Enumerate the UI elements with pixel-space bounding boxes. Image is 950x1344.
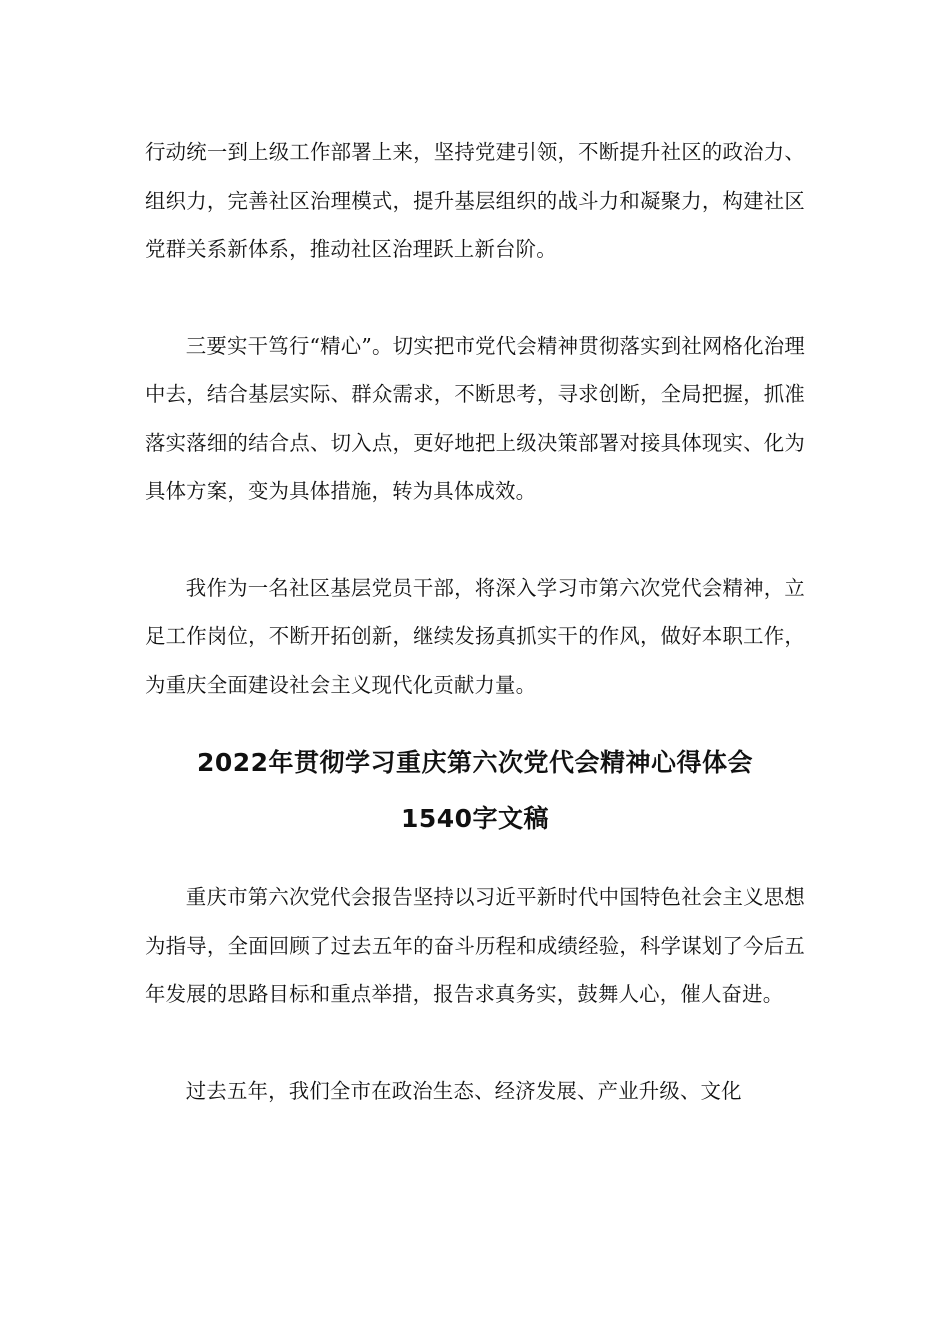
- paragraph-practice: 三要实干笃行“精心”。切实把市党代会精神贯彻落实到社网格化治理中去，结合基层实际、群众需求，不断思考，寻求创断，全局把握，抓准落实落细的结合点、切入点，更好地把上级决策部署对接具体现实、化为具体方案，变为具体措施，转为具体成效。: [145, 333, 805, 503]
- paragraph-commitment: 我作为一名社区基层党员干部，将深入学习市第六次党代会精神，立足工作岗位，不断开拓创新，继续发扬真抓实干的作风，做好本职工作，为重庆全面建设社会主义现代化贡献力量。: [145, 575, 805, 697]
- article-title-line1: 2022年贯彻学习重庆第六次党代会精神心得体会: [196, 748, 754, 777]
- paragraph-report-summary: 重庆市第六次党代会报告坚持以习近平新时代中国特色社会主义思想为指导，全面回顾了过去五年的奋斗历程和成绩经验，科学谋划了今后五年发展的思路目标和重点举措，报告求真务实，鼓舞人心，催人奋进。: [145, 885, 805, 1006]
- section-spacer: [145, 847, 805, 873]
- section-spacer: [145, 709, 805, 735]
- paragraph-spacer: [145, 1019, 805, 1067]
- article-title-line2: 1540字文稿: [400, 804, 550, 833]
- paragraph-continuation: 行动统一到上级工作部署上来，坚持党建引领，不断提升社区的政治力、组织力，完善社区治理模式，提升基层组织的战斗力和凝聚力，构建社区党群关系新体系，推动社区治理跃上新台阶。: [145, 140, 805, 261]
- article-title: [145, 735, 805, 847]
- paragraph-spacer: [145, 274, 805, 322]
- paragraph-past-five-years: 过去五年，我们全市在政治生态、经济发展、产业升级、文化: [185, 1078, 742, 1103]
- paragraph-spacer: [145, 516, 805, 564]
- document-body: [145, 128, 805, 1115]
